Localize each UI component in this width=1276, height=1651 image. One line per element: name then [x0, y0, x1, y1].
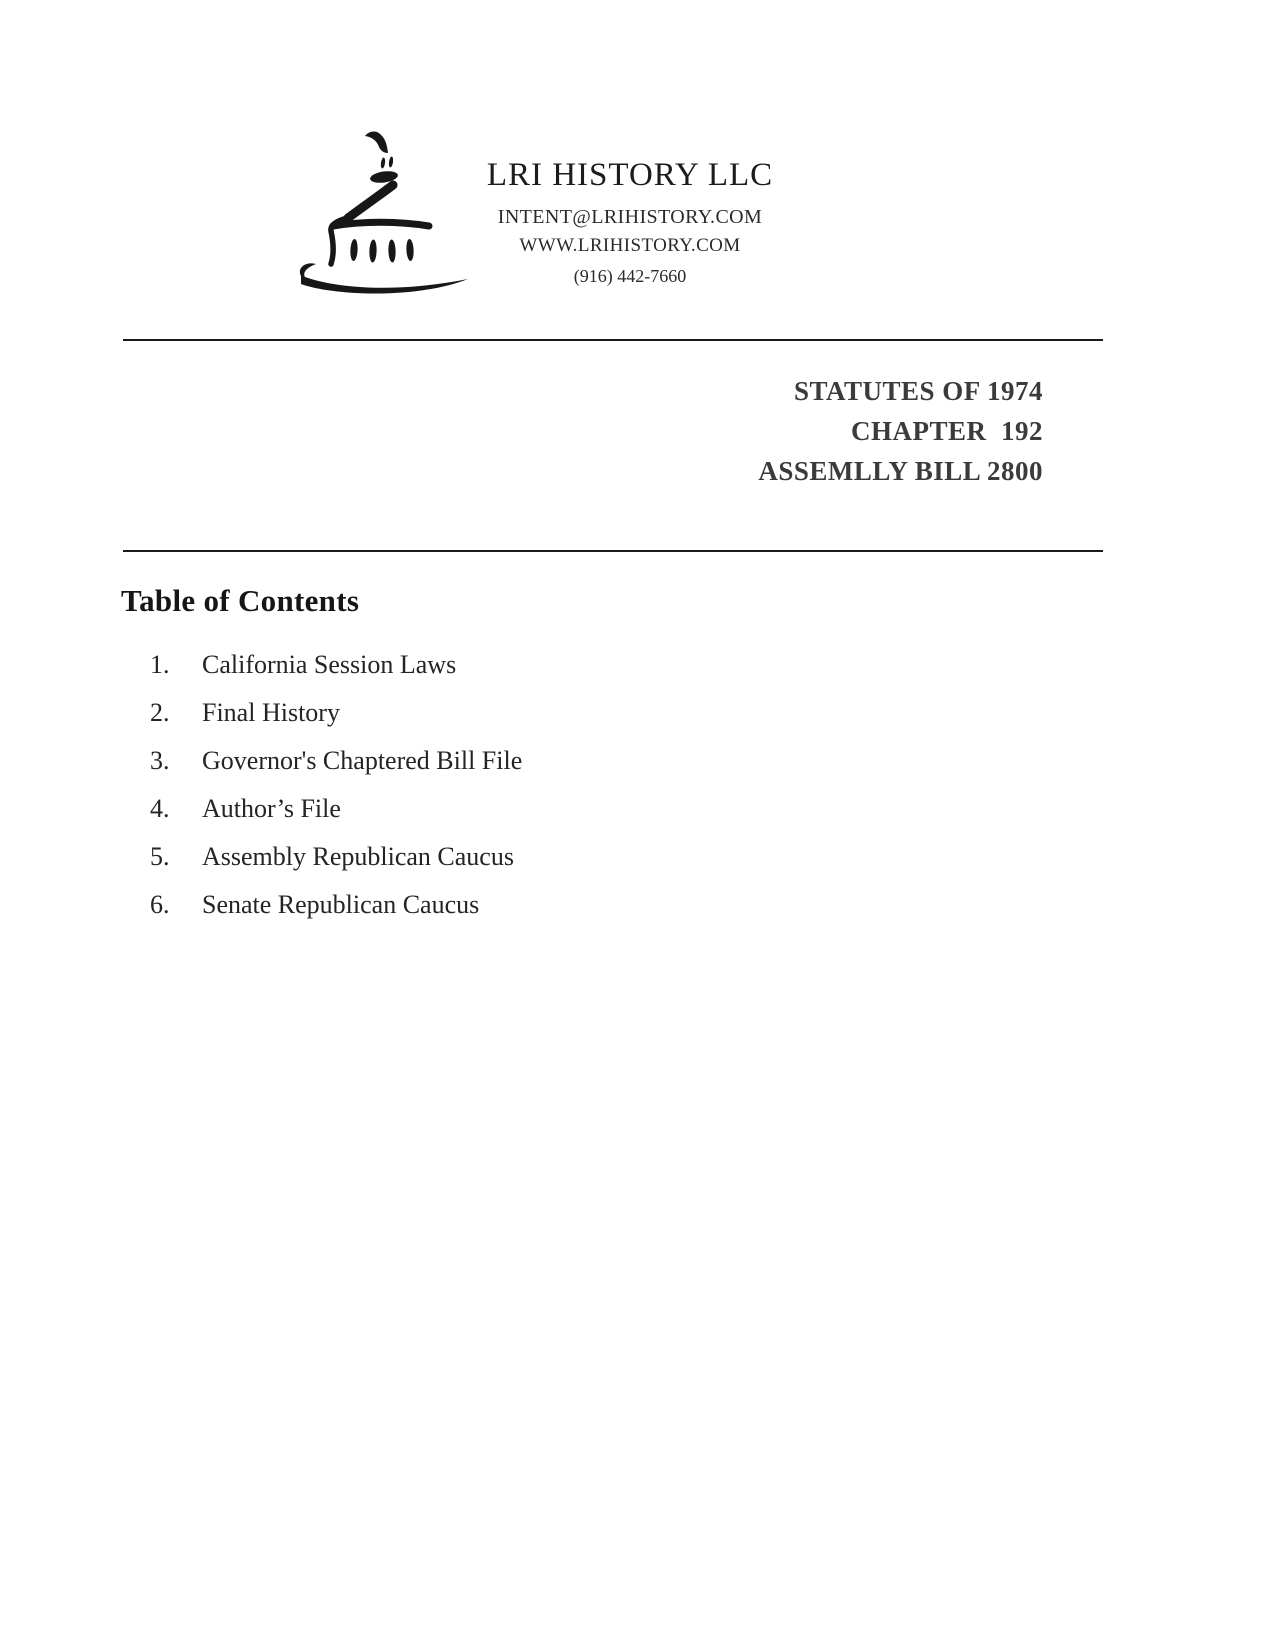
chapter-line: CHAPTER 192: [850, 416, 1043, 446]
toc-item-label: California Session Laws: [202, 650, 457, 679]
letterhead: [420, 156, 840, 286]
org-phone: (916) 442-7660: [573, 266, 687, 286]
toc-item-number: 5.: [150, 842, 170, 871]
toc-list: [150, 651, 522, 939]
org-name: LRI HISTORY LLC: [486, 157, 774, 193]
toc-item-label: Author’s File: [202, 794, 341, 823]
org-website: WWW.LRIHISTORY.COM: [519, 235, 741, 256]
divider-top: [123, 339, 1103, 341]
divider-bottom: [123, 550, 1103, 552]
toc-item-label: Senate Republican Caucus: [202, 890, 480, 919]
toc-item-label: Governor's Chaptered Bill File: [202, 746, 523, 775]
toc-item-label: Final History: [202, 698, 340, 727]
toc-item: [150, 843, 522, 871]
toc-item-number: 2.: [150, 698, 170, 727]
toc-item-number: 3.: [150, 746, 170, 775]
toc-item: [150, 795, 522, 823]
bill-line: ASSEMLLY BILL 2800: [758, 456, 1043, 486]
statutes-line: STATUTES OF 1974: [793, 376, 1043, 406]
toc-item: [150, 651, 522, 679]
toc-item-number: 1.: [150, 650, 170, 679]
document-info: [123, 371, 1043, 491]
toc-item-number: 6.: [150, 890, 170, 919]
toc-item: [150, 699, 522, 727]
toc-item: [150, 891, 522, 919]
org-email: INTENT@LRIHISTORY.COM: [497, 206, 763, 228]
toc-heading: Table of Contents: [121, 583, 360, 618]
toc-item: [150, 747, 522, 775]
toc-item-number: 4.: [150, 794, 170, 823]
toc-item-label: Assembly Republican Caucus: [202, 842, 514, 871]
